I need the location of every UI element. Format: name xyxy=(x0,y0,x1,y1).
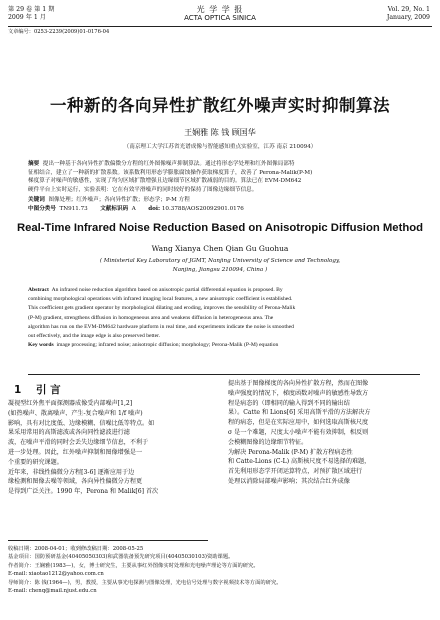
journal-title-en: ACTA OPTICA SINICA xyxy=(184,14,256,22)
body-line: 提出基于图像梯度的各向异性扩散方程，然而在图像 xyxy=(228,380,369,387)
abstract-cn-line: 硬件平台上实时运行，实验表明：它在有效平滑噪声的同时较好的保持了图像边缘细节信息。 xyxy=(28,186,258,193)
volume-issue: 第 29 卷 第 1 期 xyxy=(8,6,55,13)
authors-en: Wang Xianya Chen Qian Gu Guohua xyxy=(151,244,289,253)
body-line: 首先利用形态学开闭运算特点，对预扩散区域进行 xyxy=(228,468,363,476)
journal-title-cn: 光 学 学 报 xyxy=(196,5,244,14)
body-line: 会模糊图像的边缘细节特征。 xyxy=(228,438,308,446)
abstract-cn xyxy=(28,160,420,194)
abstract-cn-line: 梯度算子对噪声的敏感性，实现了均匀区域扩散增强且边缘细节区域扩散减弱的目的。算法已在 EVM-DM642 xyxy=(28,178,302,185)
affiliation-cn: （南京理工大学江苏省光谱成像与智能感知重点实验室，江苏 南京 210094） xyxy=(123,144,317,150)
body-line: 果）。Catte 和 Lions[6] 采用高斯平滑的方法解决方 xyxy=(228,409,371,417)
abstract-en-line: algorithm has run on the EVM-DM642 hardware platform in real time, and experiments indicate the noise is smoothed xyxy=(28,323,294,330)
body-line: 进一步处理。因此，红外噪声抑制和图像增强是一 xyxy=(8,448,143,456)
keywords-cn xyxy=(28,196,420,205)
body-line: (如热噪声、散离噪声、产生-复合噪声和 1/f 噪声) xyxy=(8,409,143,417)
header-rule xyxy=(8,26,432,27)
footnote-advisor: 导师简介：陈 钱(1964—)，男，教授，主要从事光电探测与图像处理，光电信号处理与数字视频技术等方面的研究。 xyxy=(8,579,282,586)
body-column-right xyxy=(228,379,432,487)
body-line: 影响，具有对比度低、边缘模糊、信噪比低等特点。如 xyxy=(8,419,155,427)
section-title: 引 言 xyxy=(35,384,61,396)
body-line: 处理以消除局部噪声影响；其次结合红外成像 xyxy=(228,477,350,485)
body-line: 是得到广泛关注。1990 年，Perona 和 Malik[6] 首次 xyxy=(8,488,159,496)
footnote-advisor-email: E-mail: chenq@mail.njust.edu.cn xyxy=(8,588,97,595)
volume-issue-en: Vol. 29, No. 1 xyxy=(387,6,430,13)
doi-label: doi: xyxy=(148,206,161,212)
body-column-left xyxy=(8,399,218,497)
body-line: 缘检测和图像去噪等领域，各向异性偏微分方程更 xyxy=(8,478,143,486)
abstract-en-line: This coefficient gets gradient operator by morphological dilating and eroding, improves the sensibility of Perona-Malik xyxy=(28,305,296,312)
abstract-en-line: (P-M) gradient, strengthens diffusion in homogeneous area and weakens diffusion in heterogeneous area. The xyxy=(28,314,274,321)
issue-date-en: January, 2009 xyxy=(386,14,430,21)
affiliation-en-line: Nanjing, Jiangsu 210094, China ) xyxy=(172,267,268,273)
body-line: 程的病态，但是在实际应用中，如何选取高斯核尺度 xyxy=(228,419,369,427)
keywords-cn-text: 图像处理；红外噪声；各向异性扩散；形态学；P-M 方程 xyxy=(48,197,190,203)
journal-title xyxy=(0,6,440,22)
paper-title-en: Real-Time Infrared Noise Reduction Based on Anisotropic Diffusion Method xyxy=(16,222,424,234)
body-line: 果采用常用的高斯滤波或各向同性滤波进行滤 xyxy=(8,429,130,437)
affiliation-en-line: ( Ministerial Key Laboratory of JGMT, Nanjing University of Science and Technology, xyxy=(99,258,341,264)
footnote-received: 收稿日期：2008-04-01；收到修改稿日期：2008-05-25 xyxy=(8,546,144,552)
section-heading xyxy=(14,382,61,397)
paper-title-cn: 一种新的各向异性扩散红外噪声实时抑制算法 xyxy=(50,96,390,115)
article-number: 文章编号：0253-2239(2009)01-0176-04 xyxy=(8,29,110,35)
footnote-rule xyxy=(8,540,208,541)
footnotes xyxy=(8,545,434,595)
body-line: 凝视型红外焦平面探测器成像受内部噪声[1,2] xyxy=(8,400,133,407)
doc-code-value: A xyxy=(131,206,136,212)
footnote-funding: 基金项目：国防预研基金(40405050303)和武器装备预先研究项目(40405030103)资助课题。 xyxy=(8,554,234,561)
body-line: 噪声强度的情况下，梯度函数对噪声的敏感性导致方 xyxy=(228,389,369,397)
abstract-en-line: out effectively, and the image edge is also preserved better. xyxy=(28,333,161,340)
abstract-cn-line: 提出一种基于各向异性扩散偏微分方程的红外图像噪声抑制算法。通过将形态学处理和红外图像局部特 xyxy=(42,161,295,167)
abstract-en xyxy=(28,286,420,350)
clc-value: TN911.73 xyxy=(59,206,88,212)
body-line: 个重要的研究课题。 xyxy=(8,458,63,466)
keywords-cn-label: 关键词 xyxy=(28,197,45,203)
section-number: 1 xyxy=(14,384,22,396)
authors-cn: 王娴雅 陈 钱 顾国华 xyxy=(184,128,256,137)
abstract-cn-label: 摘要 xyxy=(28,161,40,167)
classification-line xyxy=(28,205,420,214)
footnote-author-email: E-mail: xiaotao1212@yahoo.com.cn xyxy=(8,571,104,578)
body-line: σ 是一个难题，尺度太小噪声不能有效抑制，相反则 xyxy=(228,428,369,436)
footnote-author: 作者简介：王娴雅(1983—)，女，博士研究生，主要从事红外图像实时处理和光电噪声理论等方面的研究。 xyxy=(8,562,259,569)
abstract-divider xyxy=(28,374,420,375)
body-line: 波，在噪声平滑的同时会丢失边缘细节信息，不利于 xyxy=(8,439,149,447)
clc-label: 中图分类号 xyxy=(28,206,56,212)
journal-volume-info-en xyxy=(387,6,430,22)
abstract-cn-line: 征相结合，建立了一种新的扩散系数。该系数利用形态学膨胀腐蚀操作获取梯度算子，改善了 Perona-Malik(P-M) xyxy=(28,169,313,176)
body-line: 程是病态的（即相同的输入得到不同的输出结 xyxy=(228,399,350,407)
doc-code-label: 文献标识码 xyxy=(100,206,129,212)
abstract-en-label: Abstract xyxy=(28,287,49,293)
body-line: 近年来，非线性偏微分方程[3-6] 逐渐应用于边 xyxy=(8,468,135,476)
keywords-en-label: Key words xyxy=(28,342,54,349)
body-line: 为解决 Perona-Malik (P-M) 扩散方程病态性 xyxy=(228,448,353,456)
keywords-en-text: image processing; infrared noise; anisotropic diffusion; morphology; Perona-Malik (P-M) equation xyxy=(56,342,279,349)
doi-value: 10.3788/AOS20092901.0176 xyxy=(161,206,244,212)
abstract-en-line: combining morphological operations with infrared imaging local features, a new anisotropic coefficient is established. xyxy=(28,296,293,303)
body-line: 和 Catte-Lions (C-L) 高斯核尺度不易选择的难题， xyxy=(228,458,371,466)
issue-date: 2009 年 1 月 xyxy=(8,14,46,21)
abstract-en-line: An infrared noise reduction algorithm based on anisotropic partial differential equation is proposed. By xyxy=(51,287,283,293)
